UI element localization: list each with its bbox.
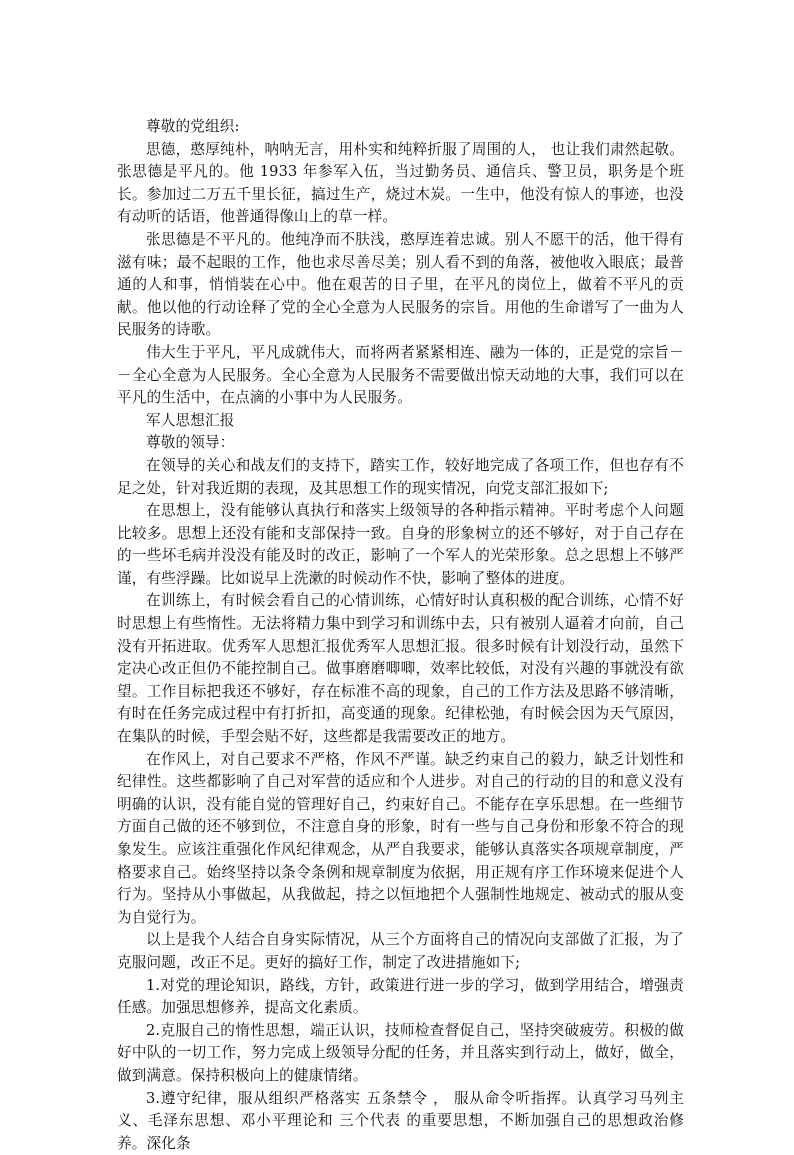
paragraph-zhang-sid-extraordinary: 张思德是不平凡的。他纯净而不肤浅，憨厚连着忠诚。别人不愿干的活，他干得有滋有味；最不起眼的工作，他也求尽善尽美；别人看不到的角落，被他收入眼底；最普通的人和事，悄悄装在心中。他在艰苦的日子里，在平凡的岗位上，做着不平凡的贡献。他以他的行动诠释了党的全心全意为人民服务的宗旨。用他的生命谱写了一曲为人民服务的诗歌。 [117, 230, 684, 339]
salutation-leader: 尊敬的领导： [146, 434, 235, 452]
measure-item-2: 2.克服自己的惰性思想，端正认识，技师检查督促自己，坚持突破疲劳。积极的做好中队的一切工作，努力完成上级领导分配的任务，并且落实到行动上，做好，做全，做到满意。保持积极向上的健康情绪。 [117, 1021, 684, 1084]
paragraph-greatness: 伟大生于平凡，平凡成就伟大，而将两者紧紧相连、融为一体的，正是党的宗旨－－全心全意为人民服务。全心全意为人民服务不需要做出惊天动地的大事，我们可以在平凡的生活中，在点滴的小事中为人民服务。 [117, 343, 684, 407]
paragraph-intro: 在领导的关心和战友们的支持下，踏实工作，较好地完成了各项工作，但也存有不足之处，针对我近期的表现，及其思想工作的现实情况，向党支部汇报如下; [117, 456, 684, 497]
paragraph-zhang-sid-ordinary: 思德，憨厚纯朴，呐呐无言，用朴实和纯粹折服了周围的人， 也让我们肃然起敬。张思德是平凡的。他 1933 年参军入伍，当过勤务员、通信兵、警卫员，职务是个班长。参加过二万五千里长征，搞过生产，烧过木炭。一生中，他没有惊人的事迹，也没有动听的话语，他普通得像山上的草一样。 [117, 140, 684, 226]
document-body [117, 116, 684, 1155]
salutation-party: 尊敬的党组织: [146, 118, 240, 135]
measure-item-3: 3.遵守纪律，服从组织严格落实 五条禁令 ， 服从命令听指挥。认真学习马列主义、毛泽东思想、邓小平理论和 三个代表 的重要思想，不断加强自己的思想政治修养。深化条 [117, 1089, 684, 1152]
paragraph-thought: 在思想上，没有能够认真执行和落实上级领导的各种指示精神。平时考虑个人问题比较多。思想上还没有能和支部保持一致。自身的形象树立的还不够好，对于自己存在的一些坏毛病并没没有能及时的改正，影响了一个军人的光荣形象。总之思想上不够严谨，有些浮躁。比如说早上洗漱的时候动作不快，影响了整体的进度。 [117, 502, 684, 587]
paragraph-style: 在作风上，对自己要求不严格，作风不严谨。缺乏约束自己的毅力，缺乏计划性和纪律性。这些都影响了自己对军营的适应和个人进步。对自己的行动的目的和意义没有明确的认识，没有能自觉的管理好自己，约束好自己。不能存在享乐思想。在一些细节方面自己做的还不够到位，不注意自身的形象，时有一些与自己身份和形象不符合的现象发生。应该注重强化作风纪律观念，从严自我要求，能够认真落实各项规章制度，严格要求自己。始终坚持以条令条例和规章制度为依据，用正规有序工作环境来促进个人行为。坚持从小事做起，从我做起，持之以恒地把个人强制性地规定、被动式的服从变为自觉行为。 [117, 750, 684, 926]
section-title: 军人思想汇报 [146, 411, 235, 429]
measure-item-1: 1.对党的理论知识，路线，方针，政策进行进一步的学习，做到学用结合，增强责任感。加强思想修养，提高文化素质。 [117, 976, 684, 1017]
paragraph-summary: 以上是我个人结合自身实际情况，从三个方面将自己的情况向支部做了汇报，为了克服问题，改正不足。更好的搞好工作，制定了改进措施如下; [117, 931, 684, 971]
paragraph-training: 在训练上，有时候会看自己的心情训练，心情好时认真积极的配合训练，心情不好时思想上有些惰性。无法将精力集中到学习和训练中去，只有被别人逼着才向前，自己没有开拓进取。优秀军人思想汇报优秀军人思想汇报。很多时候有计划没行动，虽然下定决心改正但仍不能控制自己。做事磨磨唧唧，效率比较低，对没有兴趣的事就没有欲望。工作目标把我还不够好，存在标准不高的现象，自己的工作方法及思路不够清晰，有时在任务完成过程中有打折扣，高变通的现象。纪律松弛，有时候会因为天气原因，在集队的时候，手型会贴不好，这些都是我需要改正的地方。 [117, 592, 684, 746]
